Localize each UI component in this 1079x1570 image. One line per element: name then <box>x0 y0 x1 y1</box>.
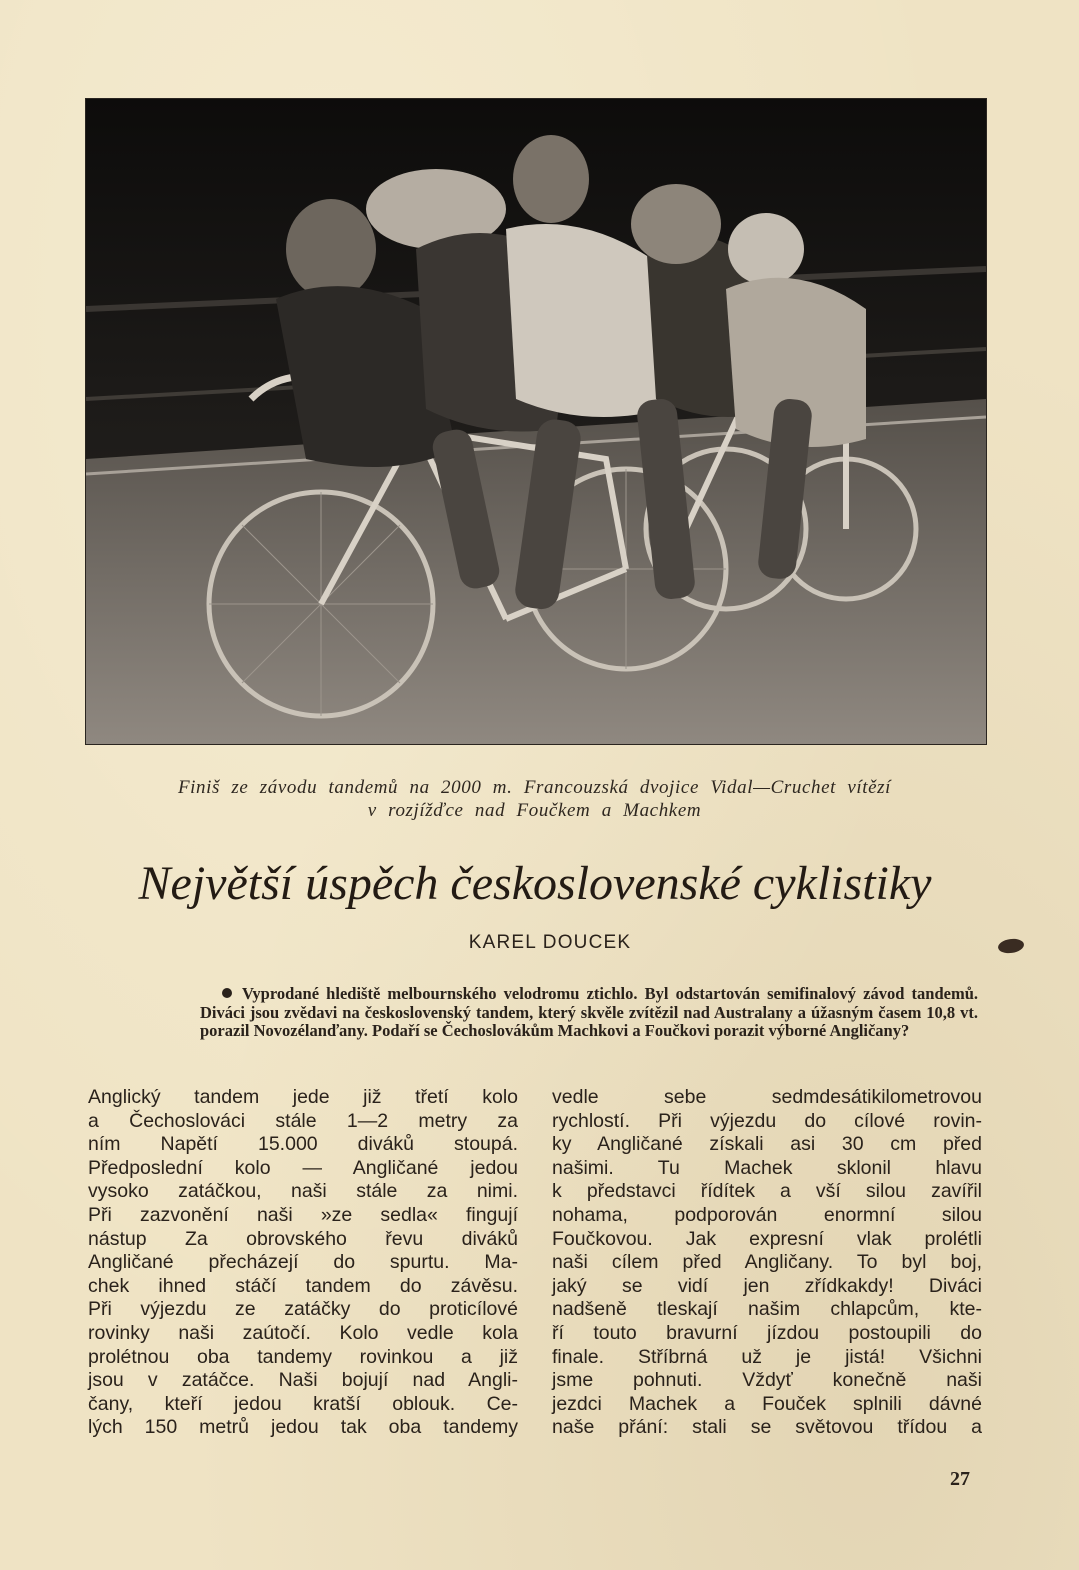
lead-text: Vyprodané hlediště melbournského velodromu ztichlo. Byl odstartován semifinalový závod tandemů. Diváci jsou zvědavi na československý tandem, který skvěle zvítězil nad Australany a úžasným časem 10,8 vt. porazil Novozélanďany. Podaří se Čechoslovákům Machkovi a Foučkovi porazit výborné Angličany? <box>200 984 978 1041</box>
text-line: rychlostí. Při výjezdu do cílové rovin- <box>552 1109 982 1132</box>
photo-caption <box>88 776 981 822</box>
text-line: Předposlední kolo — Angličané jedou <box>88 1156 518 1179</box>
text-line: čany, kteří jedou kratší oblouk. Ce- <box>88 1392 518 1415</box>
text-line: a Čechoslováci stále 1—2 metry za <box>88 1109 518 1132</box>
text-line: nástup Za obrovského řevu diváků <box>88 1227 518 1250</box>
right-column <box>552 1086 982 1440</box>
text-line: k představci řídítek a vší silou zavířil <box>552 1180 982 1203</box>
text-line: Foučkovou. Jak expresní vlak prolétli <box>552 1227 982 1250</box>
text-line: naši cílem před Angličany. To byl boj, <box>552 1251 982 1274</box>
text-line: nohama, podporován enormní silou <box>552 1203 982 1226</box>
text-line: naše přání: stali se světovou třídou a <box>552 1416 982 1439</box>
text-line: ří touto bravurní jízdou postoupili do <box>552 1321 982 1344</box>
text-line: nadšeně tleskají našim chlapcům, kte- <box>552 1298 982 1321</box>
text-line: Při zazvonění naši »ze sedla« fingují <box>88 1203 518 1226</box>
text-line: chek ihned stáčí tandem do závěsu. <box>88 1274 518 1297</box>
article-byline: KAREL DOUCEK <box>468 932 632 953</box>
text-line: jaký se vidí jen zřídkakdy! Diváci <box>552 1274 982 1297</box>
text-line: ním Napětí 15.000 diváků stoupá. <box>88 1133 518 1156</box>
article-headline: Největší úspěch československé cyklistiky <box>138 857 932 910</box>
text-line: Anglický tandem jede již třetí kolo <box>88 1086 518 1108</box>
article-lead <box>200 985 978 1041</box>
text-line: rovinky naši zaútočí. Kolo vedle kola <box>88 1321 518 1344</box>
text-line: jezdci Machek a Fouček splnili dávné <box>552 1392 982 1415</box>
text-line: našimi. Tu Machek sklonil hlavu <box>552 1156 982 1179</box>
left-column <box>88 1086 518 1440</box>
text-line: lých 150 metrů jedou tak oba tandemy <box>88 1416 518 1439</box>
text-line: jsou v zatáčce. Naši bojují nad Angli- <box>88 1369 518 1392</box>
caption-line-1: Finiš ze závodu tandemů na 2000 m. Francouzská dvojice Vidal—Cruchet vítězí <box>177 777 892 798</box>
page-number: 27 <box>950 1468 970 1490</box>
ink-spot <box>997 937 1025 954</box>
text-line: vysoko zatáčkou, naši stále za nimi. <box>88 1180 518 1203</box>
text-line: Při výjezdu ze zatáčky do proticílové <box>88 1298 518 1321</box>
photo-tandem-finish <box>85 98 987 745</box>
caption-line-2: v rozjížďce nad Foučkem a Machkem <box>367 800 702 821</box>
photo-illustration <box>86 99 986 744</box>
text-line: jsme pohnuti. Vždyť konečně naši <box>552 1369 982 1392</box>
text-line: Angličané přecházejí do spurtu. Ma- <box>88 1251 518 1274</box>
text-line: vedle sebe sedmdesátikilometrovou <box>552 1086 982 1108</box>
text-line: prolétnou oba tandemy rovinkou a již <box>88 1345 518 1368</box>
text-line: ky Angličané získali asi 30 cm před <box>552 1133 982 1156</box>
text-line: finale. Stříbrná už je jistá! Všichni <box>552 1345 982 1368</box>
bullet-icon <box>222 988 232 998</box>
